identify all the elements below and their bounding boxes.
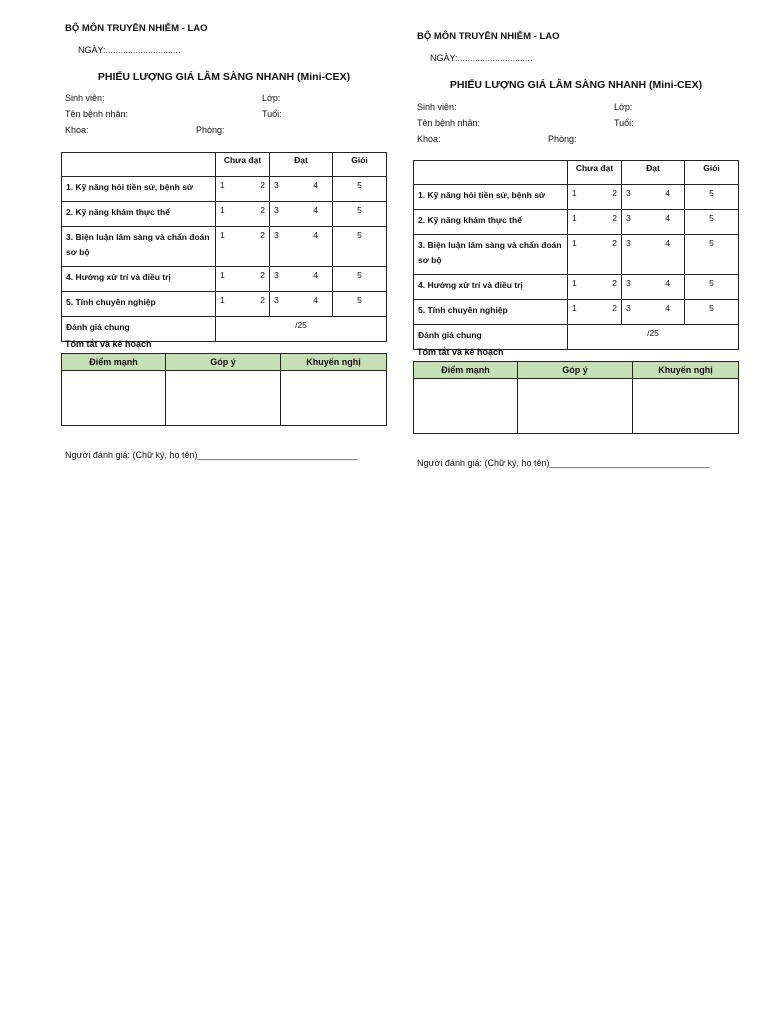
overall-row [414,325,739,350]
header-good: Giỏi [333,153,387,177]
strengths-cell [414,379,518,434]
patient-name-label: Tên bệnh nhân: [417,118,481,128]
score-3: 3 [274,205,279,215]
score-4: 4 [313,295,318,305]
form-title: PHIẾU LƯỢNG GIÁ LÂM SÀNG NHANH (Mini-CEX) [97,71,351,83]
header-not-pass: Chưa đạt [216,153,270,177]
feedback-cell [166,371,281,426]
strengths-cell [62,371,166,426]
score-3: 3 [626,278,631,288]
score-1: 1 [220,180,225,190]
score-3: 3 [274,230,279,240]
score-4: 4 [665,238,670,248]
criterion-label: 3. Biện luận lâm sàng và chẩn đoán sơ bộ [414,235,568,275]
department-label: Khoa: [417,134,441,144]
strengths-header: Điểm mạnh [62,354,166,371]
criterion-label: 4. Hướng xử trí và điều trị [62,267,216,292]
score-1: 1 [220,270,225,280]
criterion-row [62,267,387,292]
header-good: Giỏi [685,161,739,185]
header-blank [414,161,568,185]
student-label: Sinh viên: [417,102,457,112]
score-3: 3 [274,270,279,280]
header-pass: Đạt [270,153,333,177]
evaluator-signature-line: Người đánh giá: (Chữ ký, họ tên)________________________________ [65,450,358,460]
summary-title: Tóm tắt và kế hoạch [417,347,504,357]
criterion-label: 1. Kỹ năng hỏi tiền sử, bệnh sử [62,177,216,202]
score-2: 2 [612,238,617,248]
score-4: 4 [313,230,318,240]
date-field: NGÀY:.............................. [78,45,181,55]
criterion-label: 4. Hướng xử trí và điều trị [414,275,568,300]
score-5: 5 [357,205,362,215]
criterion-row [414,185,739,210]
score-header-row [414,161,739,185]
criterion-row [62,202,387,227]
header-pass: Đạt [622,161,685,185]
criterion-label: 3. Biện luận lâm sàng và chẩn đoán sơ bộ [62,227,216,267]
criterion-label: 5. Tính chuyên nghiệp [414,300,568,325]
class-label: Lớp: [262,93,281,103]
score-2: 2 [260,270,265,280]
header-blank [62,153,216,177]
score-5: 5 [357,180,362,190]
score-4: 4 [665,188,670,198]
strengths-header: Điểm mạnh [414,362,518,379]
criterion-label: 2. Kỹ năng khám thực thể [62,202,216,227]
score-3: 3 [626,303,631,313]
criterion-row [62,292,387,317]
criterion-row [414,300,739,325]
score-3: 3 [274,295,279,305]
recommendations-cell [633,379,739,434]
score-1: 1 [220,205,225,215]
score-1: 1 [572,303,577,313]
score-4: 4 [665,213,670,223]
evaluator-signature-line: Người đánh giá: (Chữ ký, họ tên)________________________________ [417,458,710,468]
score-4: 4 [665,278,670,288]
score-2: 2 [260,295,265,305]
score-5: 5 [357,230,362,240]
criterion-row [62,227,387,267]
plan-table [413,361,739,434]
score-1: 1 [220,230,225,240]
score-2: 2 [612,278,617,288]
date-field: NGÀY:.............................. [430,53,533,63]
criterion-row [414,235,739,275]
age-label: Tuổi: [262,109,282,119]
score-1: 1 [572,238,577,248]
overall-value: /25 [216,317,387,342]
criterion-row [414,275,739,300]
score-5: 5 [357,295,362,305]
department-label: Khoa: [65,125,89,135]
overall-value: /25 [568,325,739,350]
score-4: 4 [665,303,670,313]
score-5: 5 [709,278,714,288]
score-3: 3 [626,213,631,223]
student-label: Sinh viên: [65,93,105,103]
criterion-label: 5. Tính chuyên nghiệp [62,292,216,317]
score-2: 2 [260,230,265,240]
score-5: 5 [709,213,714,223]
score-2: 2 [612,303,617,313]
criterion-row [414,210,739,235]
score-table [61,152,387,342]
summary-title: Tóm tắt và kế hoạch [65,339,152,349]
age-label: Tuổi: [614,118,634,128]
score-5: 5 [709,238,714,248]
overall-label: Đánh giá chung [414,325,568,350]
score-1: 1 [572,188,577,198]
overall-row [62,317,387,342]
score-4: 4 [313,180,318,190]
feedback-header: Góp ý [518,362,633,379]
score-3: 3 [626,188,631,198]
score-1: 1 [220,295,225,305]
score-4: 4 [313,205,318,215]
score-1: 1 [572,213,577,223]
patient-name-label: Tên bệnh nhân: [65,109,129,119]
department-heading: BỘ MÔN TRUYỀN NHIỄM - LAO [417,31,560,42]
feedback-header: Góp ý [166,354,281,371]
score-2: 2 [612,213,617,223]
score-header-row [62,153,387,177]
score-1: 1 [572,278,577,288]
score-3: 3 [274,180,279,190]
header-not-pass: Chưa đạt [568,161,622,185]
recommendations-header: Khuyến nghị [633,362,739,379]
score-4: 4 [313,270,318,280]
room-label: Phòng: [548,134,577,144]
plan-table [61,353,387,426]
recommendations-cell [281,371,387,426]
score-2: 2 [260,205,265,215]
department-heading: BỘ MÔN TRUYỀN NHIỄM - LAO [65,23,208,34]
class-label: Lớp: [614,102,633,112]
score-5: 5 [357,270,362,280]
criterion-label: 2. Kỹ năng khám thực thể [414,210,568,235]
score-2: 2 [612,188,617,198]
score-table [413,160,739,350]
overall-label: Đánh giá chung [62,317,216,342]
criterion-label: 1. Kỹ năng hỏi tiền sử, bệnh sử [414,185,568,210]
score-3: 3 [626,238,631,248]
score-2: 2 [260,180,265,190]
score-5: 5 [709,188,714,198]
form-title: PHIẾU LƯỢNG GIÁ LÂM SÀNG NHANH (Mini-CEX) [449,79,703,91]
feedback-cell [518,379,633,434]
room-label: Phòng: [196,125,225,135]
criterion-row [62,177,387,202]
score-5: 5 [709,303,714,313]
recommendations-header: Khuyến nghị [281,354,387,371]
